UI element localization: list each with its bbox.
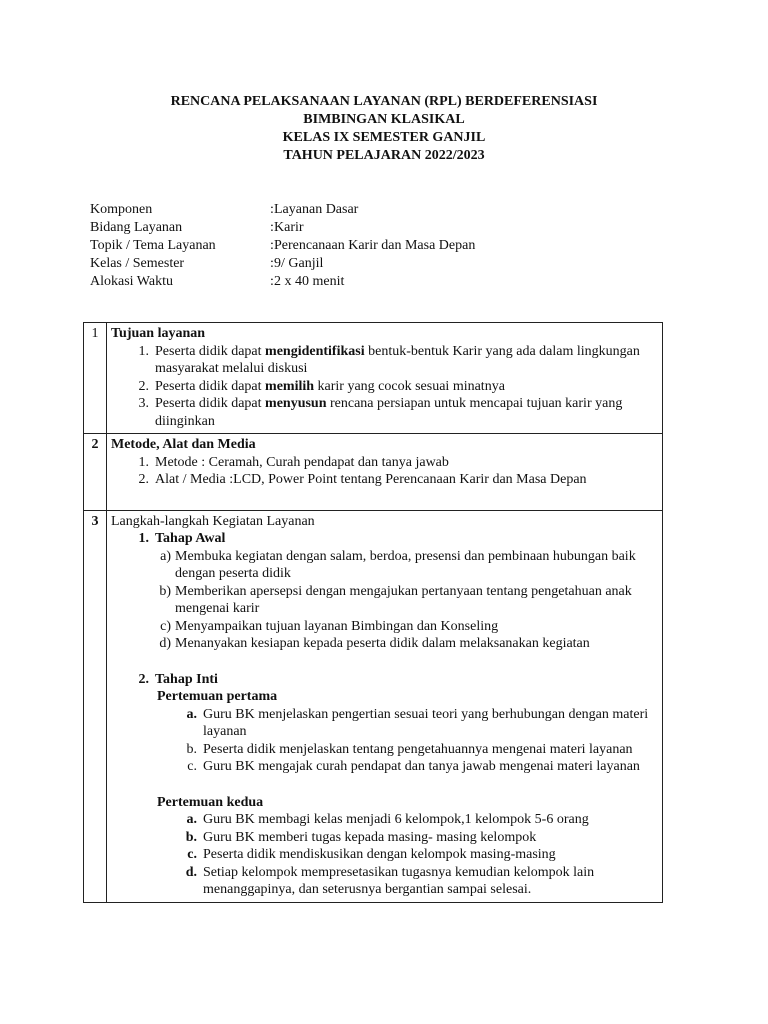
meta-value: 9/ Ganjil: [274, 256, 324, 271]
table-row-langkah: [84, 510, 663, 902]
meta-label: Alokasi Waktu: [90, 274, 173, 289]
section-content: [107, 323, 663, 434]
list-item: [151, 583, 658, 618]
list-letter: d.: [185, 864, 197, 880]
section-number: 3: [84, 510, 107, 902]
list-text: [155, 378, 658, 396]
meta-label: Komponen: [90, 202, 153, 217]
list-letter: a): [160, 548, 171, 564]
list-item: [181, 741, 658, 759]
list-item: [129, 378, 658, 396]
meta-value: Layanan Dasar: [274, 202, 359, 217]
meta-row-kelas: [90, 255, 475, 273]
list-item: [181, 811, 658, 829]
list-letter: b.: [186, 741, 197, 757]
list-letter: b): [159, 583, 171, 599]
text-part: Peserta didik dapat: [155, 343, 266, 359]
text-part: Peserta didik dapat: [155, 396, 266, 411]
text-part: rencana persiapan untuk mencapai tujuan karir yang diinginkan: [155, 396, 623, 429]
rpl-table: [83, 322, 663, 903]
list-item: [181, 864, 658, 899]
title-line-4: TAHUN PELAJARAN 2022/2023: [283, 148, 485, 163]
text-bold: menyusun: [265, 396, 327, 411]
list-letter: c): [160, 618, 171, 634]
section-heading: Langkah-langkah Kegiatan Layanan: [111, 513, 315, 529]
section-number: 1: [84, 323, 107, 434]
spacer: [111, 653, 658, 671]
text-part: Peserta didik dapat: [155, 378, 266, 394]
meta-value: Perencanaan Karir dan Masa Depan: [274, 238, 476, 253]
section-heading: Tujuan layanan: [111, 326, 206, 341]
meta-row-topik: [90, 237, 475, 255]
stage-number: 1.: [138, 531, 149, 546]
stage-heading: [129, 530, 658, 548]
text-bold: mengidentifikasi: [265, 343, 365, 359]
stage-heading: [129, 671, 658, 689]
list-text: Guru BK memberi tugas kepada masing- masing kelompok: [203, 829, 537, 845]
meta-value: Karir: [274, 220, 304, 235]
section-content: [107, 434, 663, 511]
document-title: [0, 93, 768, 165]
meta-value: 2 x 40 menit: [274, 274, 345, 289]
list-item: [181, 829, 658, 847]
list-text: Menyampaikan tujuan layanan Bimbingan dan Konseling: [175, 618, 499, 634]
list-item: [151, 635, 658, 653]
list-letter: c.: [187, 847, 197, 862]
list-text: Membuka kegiatan dengan salam, berdoa, presensi dan pembinaan hubungan baik dengan peserta didik: [175, 548, 636, 581]
list-text: Guru BK mengajak curah pendapat dan tanya jawab mengenai materi layanan: [203, 759, 640, 774]
meta-row-alokasi: [90, 273, 475, 291]
meeting-heading: Pertemuan pertama: [157, 689, 278, 704]
title-line-3: KELAS IX SEMESTER GANJIL: [282, 130, 486, 145]
meta-label: Topik / Tema Layanan: [90, 238, 216, 253]
list-letter: d): [159, 636, 171, 651]
stage-number: 2.: [138, 671, 149, 687]
spacer: [111, 776, 658, 794]
list-letter: a.: [186, 812, 197, 827]
meta-label: Kelas / Semester: [90, 256, 185, 271]
list-item: [129, 343, 658, 378]
table-row-metode: [84, 434, 663, 511]
list-number: 1.: [138, 343, 149, 359]
list-number: 1.: [138, 454, 149, 470]
list-text: Guru BK menjelaskan pengertian sesuai teori yang berhubungan dengan materi layanan: [203, 706, 649, 739]
list-text: [155, 343, 658, 378]
text-part: bentuk-bentuk Karir yang ada dalam lingkungan masyarakat melalui diskusi: [155, 343, 640, 376]
stage-title: Tahap Awal: [155, 531, 226, 546]
list-item: [129, 395, 658, 430]
text-part: karir yang cocok sesuai minatnya: [314, 378, 505, 394]
meta-row-komponen: [90, 201, 475, 219]
meta-separator: :: [270, 274, 274, 289]
meeting-heading: Pertemuan kedua: [157, 794, 264, 810]
list-text: Memberikan apersepsi dengan mengajukan pertanyaan tentang pengetahuan anak mengenai karir: [175, 583, 632, 616]
list-number: 2.: [138, 378, 149, 394]
list-item: [151, 548, 658, 583]
list-item: [181, 846, 658, 864]
list-item: [181, 758, 658, 776]
list-text: Menanyakan kesiapan kepada peserta didik dalam melaksanakan kegiatan: [175, 636, 590, 651]
text-bold: memilih: [265, 378, 315, 394]
meta-separator: :: [270, 202, 274, 217]
table-row-tujuan: [84, 323, 663, 434]
meta-separator: :: [270, 238, 274, 253]
list-letter: b.: [185, 829, 197, 845]
meta-label: Bidang Layanan: [90, 220, 183, 235]
meta-separator: :: [270, 256, 274, 271]
list-item: [181, 706, 658, 741]
meta-row-bidang: [90, 219, 475, 237]
list-text: Guru BK membagi kelas menjadi 6 kelompok,1 kelompok 5-6 orang: [203, 812, 589, 827]
list-text: Peserta didik menjelaskan tentang pengetahuannya mengenai materi layanan: [203, 741, 633, 757]
section-number: 2: [84, 434, 107, 511]
list-text: [155, 395, 658, 430]
list-text: Peserta didik mendiskusikan dengan kelompok masing-masing: [203, 847, 556, 862]
section-heading: Metode, Alat dan Media: [111, 437, 256, 452]
list-text: Alat / Media :LCD, Power Point tentang Perencanaan Karir dan Masa Depan: [155, 472, 587, 487]
meta-separator: :: [270, 220, 274, 235]
list-letter: c.: [187, 759, 197, 774]
list-text: Setiap kelompok mempresetasikan tugasnya kemudian kelompok lain menanggapinya, dan seterusnya bergantian sampai selesai.: [203, 864, 595, 897]
meta-info: [90, 201, 475, 291]
list-letter: a.: [186, 706, 197, 722]
stage-title: Tahap Inti: [155, 671, 218, 687]
list-number: 2.: [138, 472, 149, 487]
title-line-1: RENCANA PELAKSANAAN LAYANAN (RPL) BERDEFERENSIASI: [170, 94, 598, 109]
list-text: Metode : Ceramah, Curah pendapat dan tanya jawab: [155, 454, 449, 470]
list-item: [129, 471, 658, 489]
spacer: [111, 489, 658, 507]
list-number: 3.: [138, 396, 149, 411]
section-content: [107, 510, 663, 902]
list-item: [129, 454, 658, 472]
list-item: [151, 618, 658, 636]
title-line-2: BIMBINGAN KLASIKAL: [303, 112, 465, 127]
